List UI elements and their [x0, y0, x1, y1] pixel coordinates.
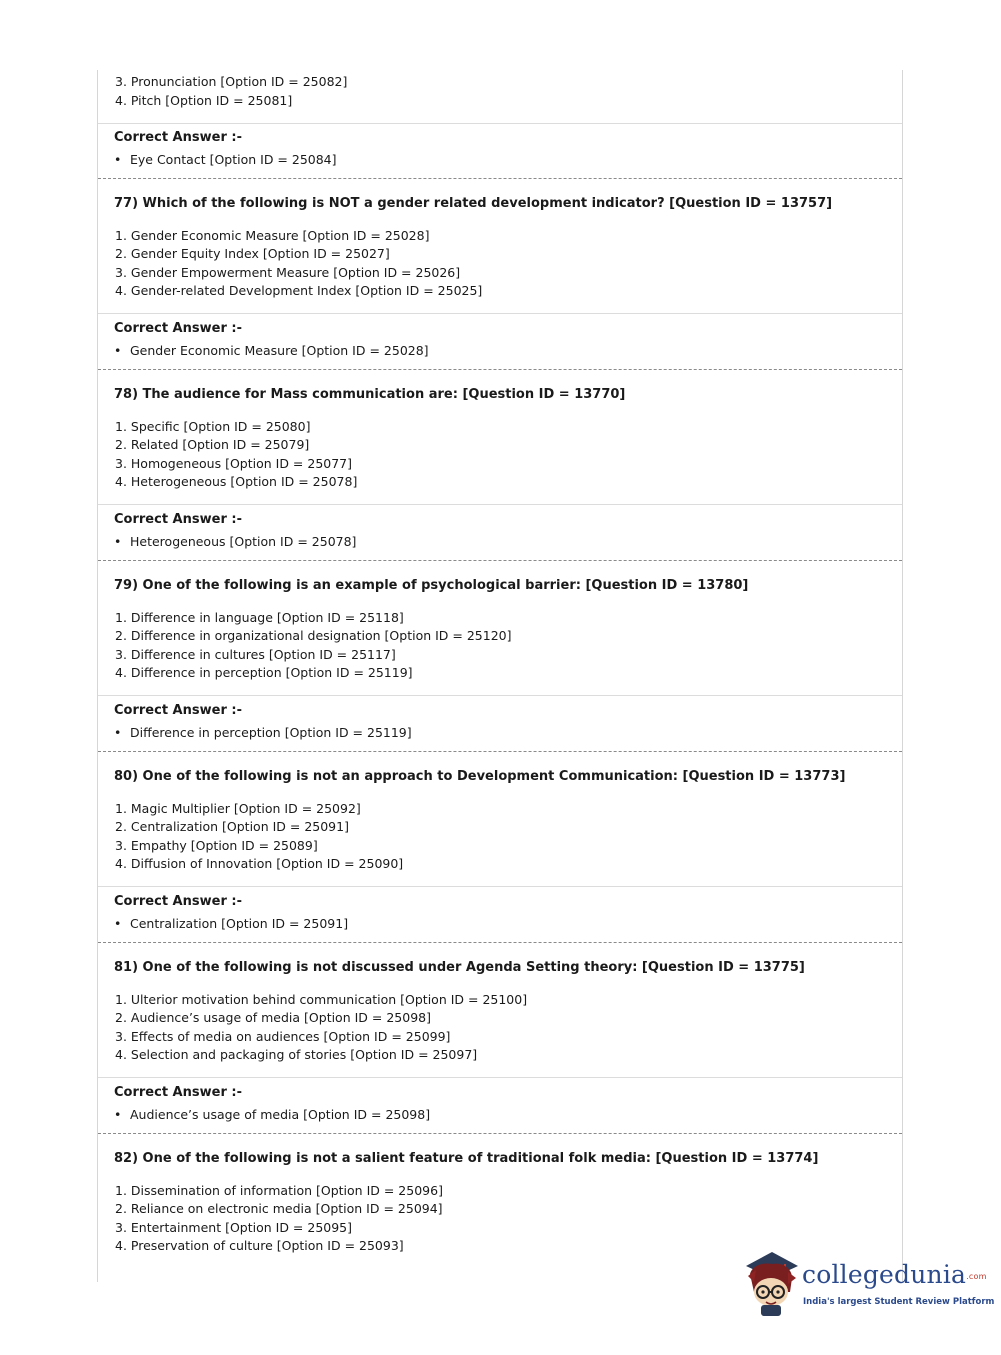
option-item: 4. Preservation of culture [Option ID = 25093] — [115, 1238, 404, 1253]
correct-answer-label: Correct Answer :- — [114, 1085, 242, 1100]
option-item: 1. Difference in language [Option ID = 25118] — [115, 610, 404, 625]
correct-answer-label: Correct Answer :- — [114, 894, 242, 909]
option-item: 3. Homogeneous [Option ID = 25077] — [115, 456, 353, 471]
option-item: 2. Gender Equity Index [Option ID = 25027] — [115, 246, 390, 261]
option-item: 3. Empathy [Option ID = 25089] — [115, 838, 318, 853]
option-item: 1. Ulterior motivation behind communication [Option ID = 25100] — [115, 992, 528, 1007]
question-title: 79) One of the following is an example of psychological barrier: [Question ID = 13780] — [114, 578, 749, 593]
option-item: 3. Gender Empowerment Measure [Option ID = 25026] — [115, 265, 461, 280]
correct-answer: • Audience’s usage of media [Option ID = 25098] — [114, 1107, 431, 1122]
divider — [98, 1077, 902, 1078]
option-item: 4. Heterogeneous [Option ID = 25078] — [115, 474, 358, 489]
correct-answer-label: Correct Answer :- — [114, 321, 242, 336]
correct-answer: • Gender Economic Measure [Option ID = 25028] — [114, 343, 429, 358]
option-item: 2. Related [Option ID = 25079] — [115, 437, 310, 452]
option-item: 2. Audience’s usage of media [Option ID = 25098] — [115, 1010, 431, 1025]
divider — [98, 123, 902, 124]
option-item: 2. Reliance on electronic media [Option ID = 25094] — [115, 1201, 443, 1216]
brand-tagline: India's largest Student Review Platform — [803, 1297, 995, 1307]
mascot-icon — [742, 1248, 802, 1318]
option-item: 2. Centralization [Option ID = 25091] — [115, 819, 349, 834]
option-item: 3. Difference in cultures [Option ID = 25117] — [115, 647, 396, 662]
option-item: 4. Diffusion of Innovation [Option ID = 25090] — [115, 856, 404, 871]
option-item: 4. Difference in perception [Option ID = 25119] — [115, 665, 413, 680]
divider — [98, 695, 902, 696]
option-item: 4. Pitch [Option ID = 25081] — [115, 93, 293, 108]
option-item: 2. Difference in organizational designation [Option ID = 25120] — [115, 628, 512, 643]
option-item: 1. Magic Multiplier [Option ID = 25092] — [115, 801, 361, 816]
question-title: 78) The audience for Mass communication are: [Question ID = 13770] — [114, 387, 626, 402]
question-title: 81) One of the following is not discussed under Agenda Setting theory: [Question ID = 13775] — [114, 960, 805, 975]
correct-answer: • Eye Contact [Option ID = 25084] — [114, 152, 337, 167]
correct-answer: • Difference in perception [Option ID = 25119] — [114, 725, 412, 740]
question-separator — [98, 178, 902, 179]
divider — [98, 504, 902, 505]
question-title: 77) Which of the following is NOT a gender related development indicator? [Question ID = 13757] — [114, 196, 833, 211]
option-item: 3. Entertainment [Option ID = 25095] — [115, 1220, 353, 1235]
question-separator — [98, 751, 902, 752]
correct-answer-label: Correct Answer :- — [114, 512, 242, 527]
question-paper-sheet — [97, 70, 903, 1282]
correct-answer-label: Correct Answer :- — [114, 703, 242, 718]
question-title: 80) One of the following is not an approach to Development Communication: [Question ID = 13773] — [114, 769, 846, 784]
collegedunia-logo[interactable] — [742, 1248, 995, 1318]
option-item: 3. Effects of media on audiences [Option ID = 25099] — [115, 1029, 451, 1044]
divider — [98, 886, 902, 887]
divider — [98, 313, 902, 314]
brand-name: collegedunia.com — [802, 1260, 987, 1289]
question-separator — [98, 942, 902, 943]
question-separator — [98, 369, 902, 370]
question-title: 82) One of the following is not a salient feature of traditional folk media: [Question ID = 13774] — [114, 1151, 819, 1166]
option-item: 1. Specific [Option ID = 25080] — [115, 419, 311, 434]
correct-answer: • Centralization [Option ID = 25091] — [114, 916, 349, 931]
question-separator — [98, 1133, 902, 1134]
option-item: 1. Gender Economic Measure [Option ID = 25028] — [115, 228, 430, 243]
option-item: 4. Gender-related Development Index [Option ID = 25025] — [115, 283, 483, 298]
correct-answer: • Heterogeneous [Option ID = 25078] — [114, 534, 357, 549]
correct-answer-label: Correct Answer :- — [114, 130, 242, 145]
question-separator — [98, 560, 902, 561]
option-item: 3. Pronunciation [Option ID = 25082] — [115, 74, 348, 89]
brand-domain: .com — [966, 1272, 987, 1281]
option-item: 4. Selection and packaging of stories [Option ID = 25097] — [115, 1047, 478, 1062]
option-item: 1. Dissemination of information [Option ID = 25096] — [115, 1183, 443, 1198]
